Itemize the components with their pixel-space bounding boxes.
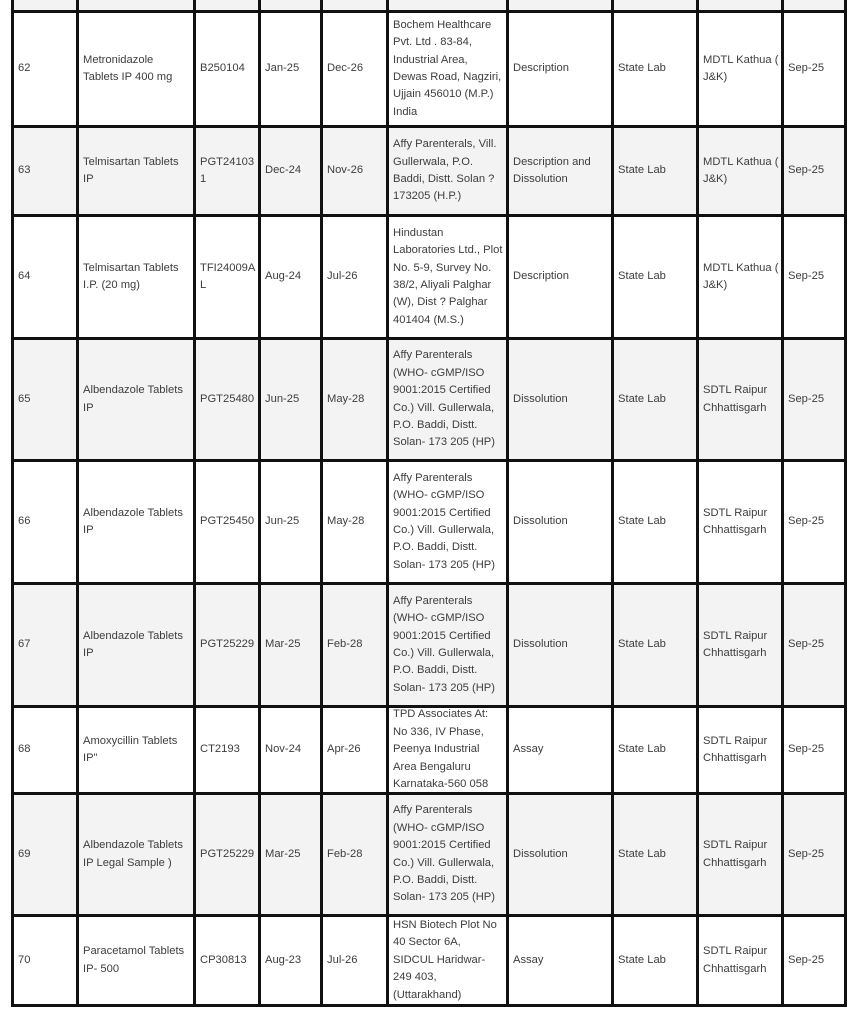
cell-reason	[509, 340, 614, 459]
cell-mfg-date	[261, 795, 323, 914]
cell-batch	[196, 340, 261, 459]
cell-text: Aug-23	[265, 953, 302, 966]
cell-text: SDTL Raipur Chhattisgarh	[703, 629, 768, 659]
cell-text: Hindustan Laboratories Ltd., Plot No. 5-9, Survey No. 38/2, Aliyali Palghar (W), Dist ? Palghar 401404 (M.S.)	[393, 226, 503, 326]
cell-text: Jun-25	[265, 515, 300, 528]
cell-text: CP30813	[200, 953, 247, 966]
cell-text: Nov-26	[327, 164, 364, 177]
cell-text: Aug-24	[265, 270, 302, 283]
cell-lab-name	[699, 128, 784, 214]
cell-reason	[509, 917, 614, 1004]
cell-text: State Lab	[618, 392, 666, 405]
cell-name	[79, 585, 196, 705]
cell-text: MDTL Kathua ( J&K)	[703, 53, 779, 83]
cell-text: Sep-25	[788, 164, 825, 177]
cell-reason	[509, 13, 614, 125]
cell-lab-type	[614, 340, 699, 459]
cell-text: Feb-28	[327, 847, 363, 860]
cell-lab-name	[699, 795, 784, 914]
cell-text: Apr-26	[327, 743, 361, 756]
table-row-70	[11, 917, 847, 1007]
cell-month	[784, 585, 847, 705]
cell-text: SDTL Raipur Chhattisgarh	[703, 734, 768, 764]
cell-mfg-date	[261, 340, 323, 459]
cell-text: Sep-25	[788, 638, 825, 651]
cell-empty	[509, 0, 614, 10]
cell-reason	[509, 217, 614, 337]
cell-text: PGT25450	[200, 515, 255, 528]
cell-text: Jun-25	[265, 392, 300, 405]
cell-text: Affy Parenterals, Vill. Gullerwala, P.O. Baddi, Distt. Solan ? 173205 (H.P.)	[393, 138, 497, 203]
cell-lab-type	[614, 917, 699, 1004]
cell-text: PGT25480	[200, 392, 255, 405]
cell-text: Sep-25	[788, 392, 825, 405]
cell-sno	[14, 795, 79, 914]
cell-text: Assay	[513, 743, 544, 756]
cell-text: Description	[513, 62, 569, 75]
cell-name	[79, 708, 196, 792]
cell-exp-date	[323, 917, 389, 1004]
cell-month	[784, 217, 847, 337]
cell-manufacturer-address	[389, 462, 509, 582]
cell-text: Sep-25	[788, 847, 825, 860]
cell-lab-type	[614, 795, 699, 914]
cell-text: Mar-25	[265, 638, 301, 651]
cell-text: Dissolution	[513, 515, 568, 528]
cell-sno	[14, 462, 79, 582]
cell-text: Feb-28	[327, 638, 363, 651]
cell-text: Dec-26	[327, 62, 364, 75]
cell-batch	[196, 13, 261, 125]
cell-manufacturer-address	[389, 708, 509, 792]
cell-name	[79, 217, 196, 337]
cell-text: Sep-25	[788, 953, 825, 966]
cell-batch	[196, 462, 261, 582]
cell-sno	[14, 340, 79, 459]
cell-empty	[79, 0, 196, 10]
cell-lab-name	[699, 585, 784, 705]
cell-sno	[14, 585, 79, 705]
cell-text: May-28	[327, 515, 365, 528]
cell-text: SDTL Raipur Chhattisgarh	[703, 506, 768, 536]
cell-text: Amoxycillin Tablets IP"	[83, 734, 178, 764]
cell-exp-date	[323, 795, 389, 914]
cell-text: May-28	[327, 392, 365, 405]
cell-text: Description and Dissolution	[513, 155, 591, 185]
cell-text: Affy Parenterals (WHO- cGMP/ISO 9001:2015 Certified Co.) Vill. Gullerwala, P.O. Baddi, Distt. Solan- 173 205 (HP)	[393, 349, 495, 449]
cell-manufacturer-address	[389, 128, 509, 214]
cell-text: State Lab	[618, 164, 666, 177]
cell-text: TFI24009AL	[200, 261, 256, 291]
cell-reason	[509, 585, 614, 705]
cell-month	[784, 708, 847, 792]
cell-text: 69	[18, 847, 31, 860]
cell-month	[784, 340, 847, 459]
cell-mfg-date	[261, 13, 323, 125]
cell-sno	[14, 128, 79, 214]
cell-text: State Lab	[618, 515, 666, 528]
cell-text: Jul-26	[327, 270, 358, 283]
cell-text: Dissolution	[513, 638, 568, 651]
cell-text: Dec-24	[265, 164, 302, 177]
cell-text: Albendazole Tablets IP	[83, 384, 183, 414]
cell-text: State Lab	[618, 953, 666, 966]
cell-text: PGT241031	[200, 155, 255, 185]
cell-text: Nov-24	[265, 743, 302, 756]
cell-text: Description	[513, 270, 569, 283]
cell-text: Albendazole Tablets IP	[83, 629, 183, 659]
cell-name	[79, 462, 196, 582]
cell-lab-name	[699, 340, 784, 459]
cell-mfg-date	[261, 462, 323, 582]
cell-text: MDTL Kathua ( J&K)	[703, 261, 779, 291]
cell-text: B250104	[200, 62, 245, 75]
cell-text: Telmisartan Tablets I.P. (20 mg)	[83, 261, 179, 291]
cell-exp-date	[323, 13, 389, 125]
cell-text: Sep-25	[788, 743, 825, 756]
cell-empty	[699, 0, 784, 10]
cell-text: Sep-25	[788, 270, 825, 283]
cell-text: State Lab	[618, 638, 666, 651]
cell-lab-name	[699, 13, 784, 125]
cell-lab-type	[614, 128, 699, 214]
cell-exp-date	[323, 708, 389, 792]
cell-text: Mar-25	[265, 847, 301, 860]
cell-text: CT2193	[200, 743, 240, 756]
cell-text: Affy Parenterals (WHO- cGMP/ISO 9001:2015 Certified Co.) Vill. Gullerwala, P.O. Baddi, Distt. Solan- 173 205 (HP)	[393, 471, 495, 571]
cell-text: HSN Biotech Plot No 40 Sector 6A, SIDCUL Haridwar- 249 403, (Uttarakhand)	[393, 918, 497, 1001]
cell-lab-type	[614, 13, 699, 125]
cell-text: 68	[18, 743, 31, 756]
table-row-69	[11, 795, 847, 917]
cell-sno	[14, 13, 79, 125]
cell-name	[79, 795, 196, 914]
cell-text: SDTL Raipur Chhattisgarh	[703, 384, 768, 414]
cell-reason	[509, 462, 614, 582]
cell-manufacturer-address	[389, 585, 509, 705]
cell-text: 67	[18, 638, 31, 651]
cell-text: State Lab	[618, 847, 666, 860]
cell-text: TPD Associates At: No 336, IV Phase, Peenya Industrial Area Bengaluru Karnataka-560 058	[393, 708, 489, 791]
cell-month	[784, 128, 847, 214]
cell-name	[79, 340, 196, 459]
cell-batch	[196, 708, 261, 792]
cell-lab-type	[614, 462, 699, 582]
cell-text: SDTL Raipur Chhattisgarh	[703, 945, 768, 975]
cell-text: Albendazole Tablets IP Legal Sample )	[83, 839, 183, 869]
cell-batch	[196, 217, 261, 337]
cell-text: Dissolution	[513, 847, 568, 860]
cell-manufacturer-address	[389, 795, 509, 914]
cell-text: State Lab	[618, 62, 666, 75]
cell-manufacturer-address	[389, 340, 509, 459]
cell-sno	[14, 217, 79, 337]
cell-empty	[261, 0, 323, 10]
cell-reason	[509, 708, 614, 792]
cell-manufacturer-address	[389, 13, 509, 125]
cell-mfg-date	[261, 708, 323, 792]
cell-lab-name	[699, 462, 784, 582]
cell-text: Paracetamol Tablets IP- 500	[83, 945, 185, 975]
cell-name	[79, 917, 196, 1004]
cell-lab-name	[699, 917, 784, 1004]
cell-mfg-date	[261, 128, 323, 214]
cell-text: State Lab	[618, 743, 666, 756]
cell-lab-type	[614, 585, 699, 705]
cell-empty	[784, 0, 847, 10]
cell-mfg-date	[261, 217, 323, 337]
table-row-65	[11, 340, 847, 462]
cell-text: State Lab	[618, 270, 666, 283]
cell-reason	[509, 128, 614, 214]
cell-name	[79, 128, 196, 214]
cell-batch	[196, 795, 261, 914]
cell-empty	[196, 0, 261, 10]
cell-text: SDTL Raipur Chhattisgarh	[703, 839, 768, 869]
cell-text: 64	[18, 270, 31, 283]
cell-text: Metronidazole Tablets IP 400 mg	[83, 53, 173, 83]
cell-text: 66	[18, 515, 31, 528]
cell-month	[784, 917, 847, 1004]
cell-manufacturer-address	[389, 917, 509, 1004]
cell-month	[784, 795, 847, 914]
table-row-67	[11, 585, 847, 708]
cell-text: Telmisartan Tablets IP	[83, 155, 179, 185]
cell-lab-type	[614, 217, 699, 337]
table-row-68	[11, 708, 847, 795]
table-row-66	[11, 462, 847, 585]
cell-exp-date	[323, 462, 389, 582]
cell-text: 62	[18, 62, 31, 75]
cell-text: Affy Parenterals (WHO- cGMP/ISO 9001:2015 Certified Co.) Vill. Gullerwala, P.O. Baddi, Distt. Solan- 173 205 (HP)	[393, 804, 495, 904]
cell-text: Assay	[513, 953, 544, 966]
cell-text: Albendazole Tablets IP	[83, 506, 183, 536]
table-row-partial-top	[11, 0, 847, 13]
table-row-63	[11, 128, 847, 217]
cell-manufacturer-address	[389, 217, 509, 337]
cell-batch	[196, 917, 261, 1004]
cell-batch	[196, 585, 261, 705]
cell-month	[784, 13, 847, 125]
cell-empty	[323, 0, 389, 10]
cell-name	[79, 13, 196, 125]
cell-text: Bochem Healthcare Pvt. Ltd . 83-84, Industrial Area, Dewas Road, Nagziri, Ujjain 456010 (M.P.) India	[393, 18, 502, 118]
cell-reason	[509, 795, 614, 914]
table-row-62	[11, 13, 847, 128]
cell-text: Jan-25	[265, 62, 300, 75]
table-row-64	[11, 217, 847, 340]
cell-exp-date	[323, 128, 389, 214]
cell-empty	[614, 0, 699, 10]
cell-lab-name	[699, 708, 784, 792]
cell-text: Affy Parenterals (WHO- cGMP/ISO 9001:2015 Certified Co.) Vill. Gullerwala, P.O. Baddi, Distt. Solan- 173 205 (HP)	[393, 594, 495, 694]
cell-empty	[389, 0, 509, 10]
cell-exp-date	[323, 585, 389, 705]
cell-exp-date	[323, 217, 389, 337]
cell-text: PGT25229	[200, 638, 255, 651]
cell-mfg-date	[261, 585, 323, 705]
cell-text: MDTL Kathua ( J&K)	[703, 155, 779, 185]
cell-text: Sep-25	[788, 515, 825, 528]
cell-text: 65	[18, 392, 31, 405]
cell-lab-type	[614, 708, 699, 792]
cell-text: Jul-26	[327, 953, 358, 966]
cell-empty	[14, 0, 79, 10]
cell-mfg-date	[261, 917, 323, 1004]
cell-batch	[196, 128, 261, 214]
cell-sno	[14, 917, 79, 1004]
cell-text: PGT25229	[200, 847, 255, 860]
cell-text: Dissolution	[513, 392, 568, 405]
drug-test-results-table	[11, 0, 847, 1007]
cell-text: 70	[18, 953, 31, 966]
cell-sno	[14, 708, 79, 792]
cell-text: 63	[18, 164, 31, 177]
cell-lab-name	[699, 217, 784, 337]
cell-text: Sep-25	[788, 62, 825, 75]
cell-exp-date	[323, 340, 389, 459]
cell-month	[784, 462, 847, 582]
